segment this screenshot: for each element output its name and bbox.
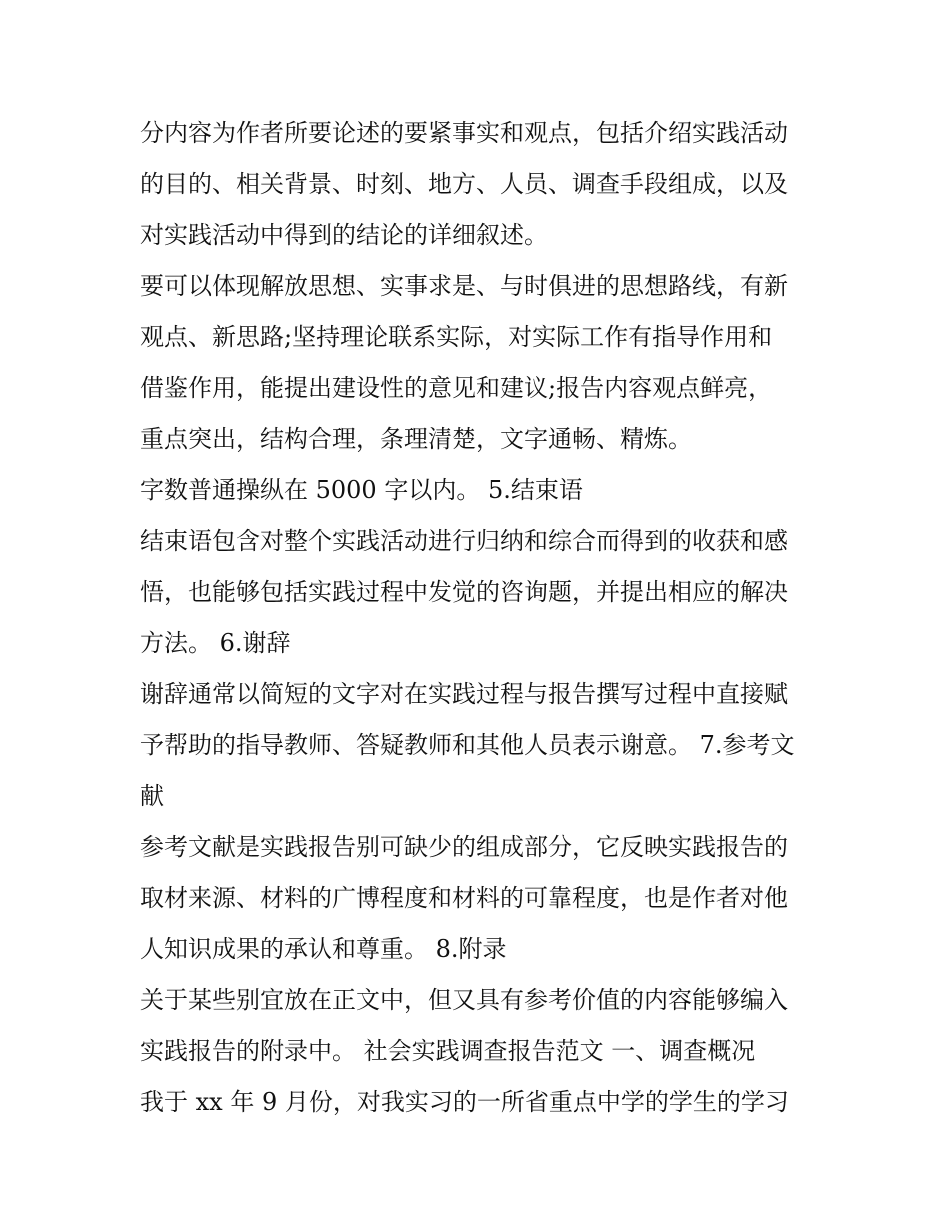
text-line: 重点突出，结构合理，条理清楚，文字通畅、精炼。 xyxy=(140,425,692,453)
text-line: 分内容为作者所要论述的要紧事实和观点，包括介绍实践活动 xyxy=(140,119,788,147)
text-line: 予帮助的指导教师、答疑教师和其他人员表示谢意。 7.参考文 xyxy=(140,731,795,759)
text-line: 关于某些别宜放在正文中，但又具有参考价值的内容能够编入 xyxy=(140,986,788,1014)
text-line: 献 xyxy=(140,782,164,810)
text-line: 实践报告的附录中。 社会实践调查报告范文 一、调查概况 xyxy=(140,1037,756,1065)
body-text xyxy=(140,108,820,1128)
text-line: 观点、新思路;坚持理论联系实际，对实际工作有指导作用和 xyxy=(140,323,773,351)
text-line: 取材来源、材料的广博程度和材料的可靠程度，也是作者对他 xyxy=(140,884,788,912)
text-line: 结束语包含对整个实践活动进行归纳和综合而得到的收获和感 xyxy=(140,527,788,555)
text-line: 的目的、相关背景、时刻、地方、人员、调查手段组成，以及 xyxy=(140,170,788,198)
text-line: 谢辞通常以简短的文字对在实践过程与报告撰写过程中直接赋 xyxy=(140,680,788,708)
text-line: 我于 xx 年 9 月份，对我实习的一所省重点中学的学生的学习 xyxy=(140,1088,789,1116)
text-line: 方法。 6.谢辞 xyxy=(140,629,291,657)
text-line: 悟，也能够包括实践过程中发觉的咨询题，并提出相应的解决 xyxy=(140,578,788,606)
text-line: 对实践活动中得到的结论的详细叙述。 xyxy=(140,221,548,249)
text-line: 参考文献是实践报告别可缺少的组成部分，它反映实践报告的 xyxy=(140,833,788,861)
text-line: 借鉴作用，能提出建设性的意见和建议;报告内容观点鲜亮， xyxy=(140,374,773,402)
text-line: 人知识成果的承认和尊重。 8.附录 xyxy=(140,935,507,963)
text-line: 要可以体现解放思想、实事求是、与时俱进的思想路线，有新 xyxy=(140,272,788,300)
text-line: 字数普通操纵在 5000 字以内。 5.结束语 xyxy=(140,476,583,504)
